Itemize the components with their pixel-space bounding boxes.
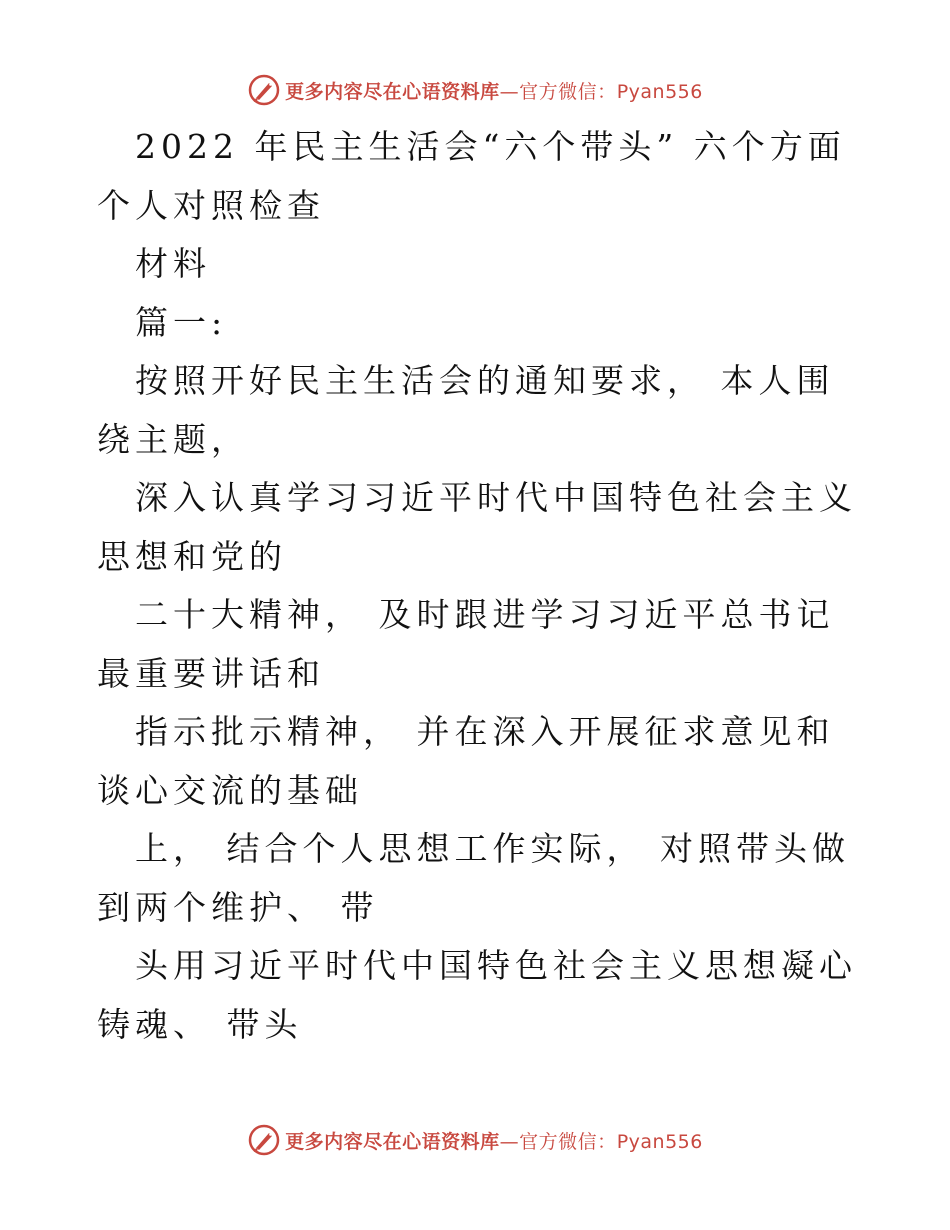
- pen-logo-icon: [247, 1123, 281, 1157]
- paragraph: 上， 结合个人思想工作实际， 对照带头做到两个维护、 带: [97, 829, 850, 927]
- header-watermark: [0, 70, 950, 110]
- document-title-cont: 材料: [135, 244, 211, 283]
- paragraph: 深入认真学习习近平时代中国特色社会主义思想和党的: [97, 478, 857, 576]
- watermark-label: 官方微信：: [519, 80, 617, 103]
- watermark-separator: —: [499, 80, 520, 103]
- section-heading: 篇一:: [135, 302, 228, 342]
- watermark-separator: —: [499, 1130, 520, 1153]
- watermark-account: Pyan556: [616, 80, 703, 103]
- document-body: [97, 118, 857, 1054]
- watermark-account: Pyan556: [616, 1130, 703, 1153]
- pen-logo-icon: [247, 73, 281, 107]
- paragraph: 二十大精神， 及时跟进学习习近平总书记最重要讲话和: [97, 595, 835, 693]
- document-title: 2022 年民主生活会“六个带头” 六个方面个人对照检查: [97, 127, 846, 225]
- paragraph: 指示批示精神， 并在深入开展征求意见和谈心交流的基础: [97, 712, 835, 810]
- watermark-text: 更多内容尽在心语资料库: [285, 80, 500, 103]
- watermark-text: 更多内容尽在心语资料库: [285, 1130, 500, 1153]
- paragraph: 按照开好民主生活会的通知要求， 本人围绕主题，: [97, 361, 835, 459]
- paragraph: 头用习近平时代中国特色社会主义思想凝心铸魂、 带头: [97, 946, 857, 1044]
- watermark-label: 官方微信：: [519, 1130, 617, 1153]
- footer-watermark: [0, 1120, 950, 1160]
